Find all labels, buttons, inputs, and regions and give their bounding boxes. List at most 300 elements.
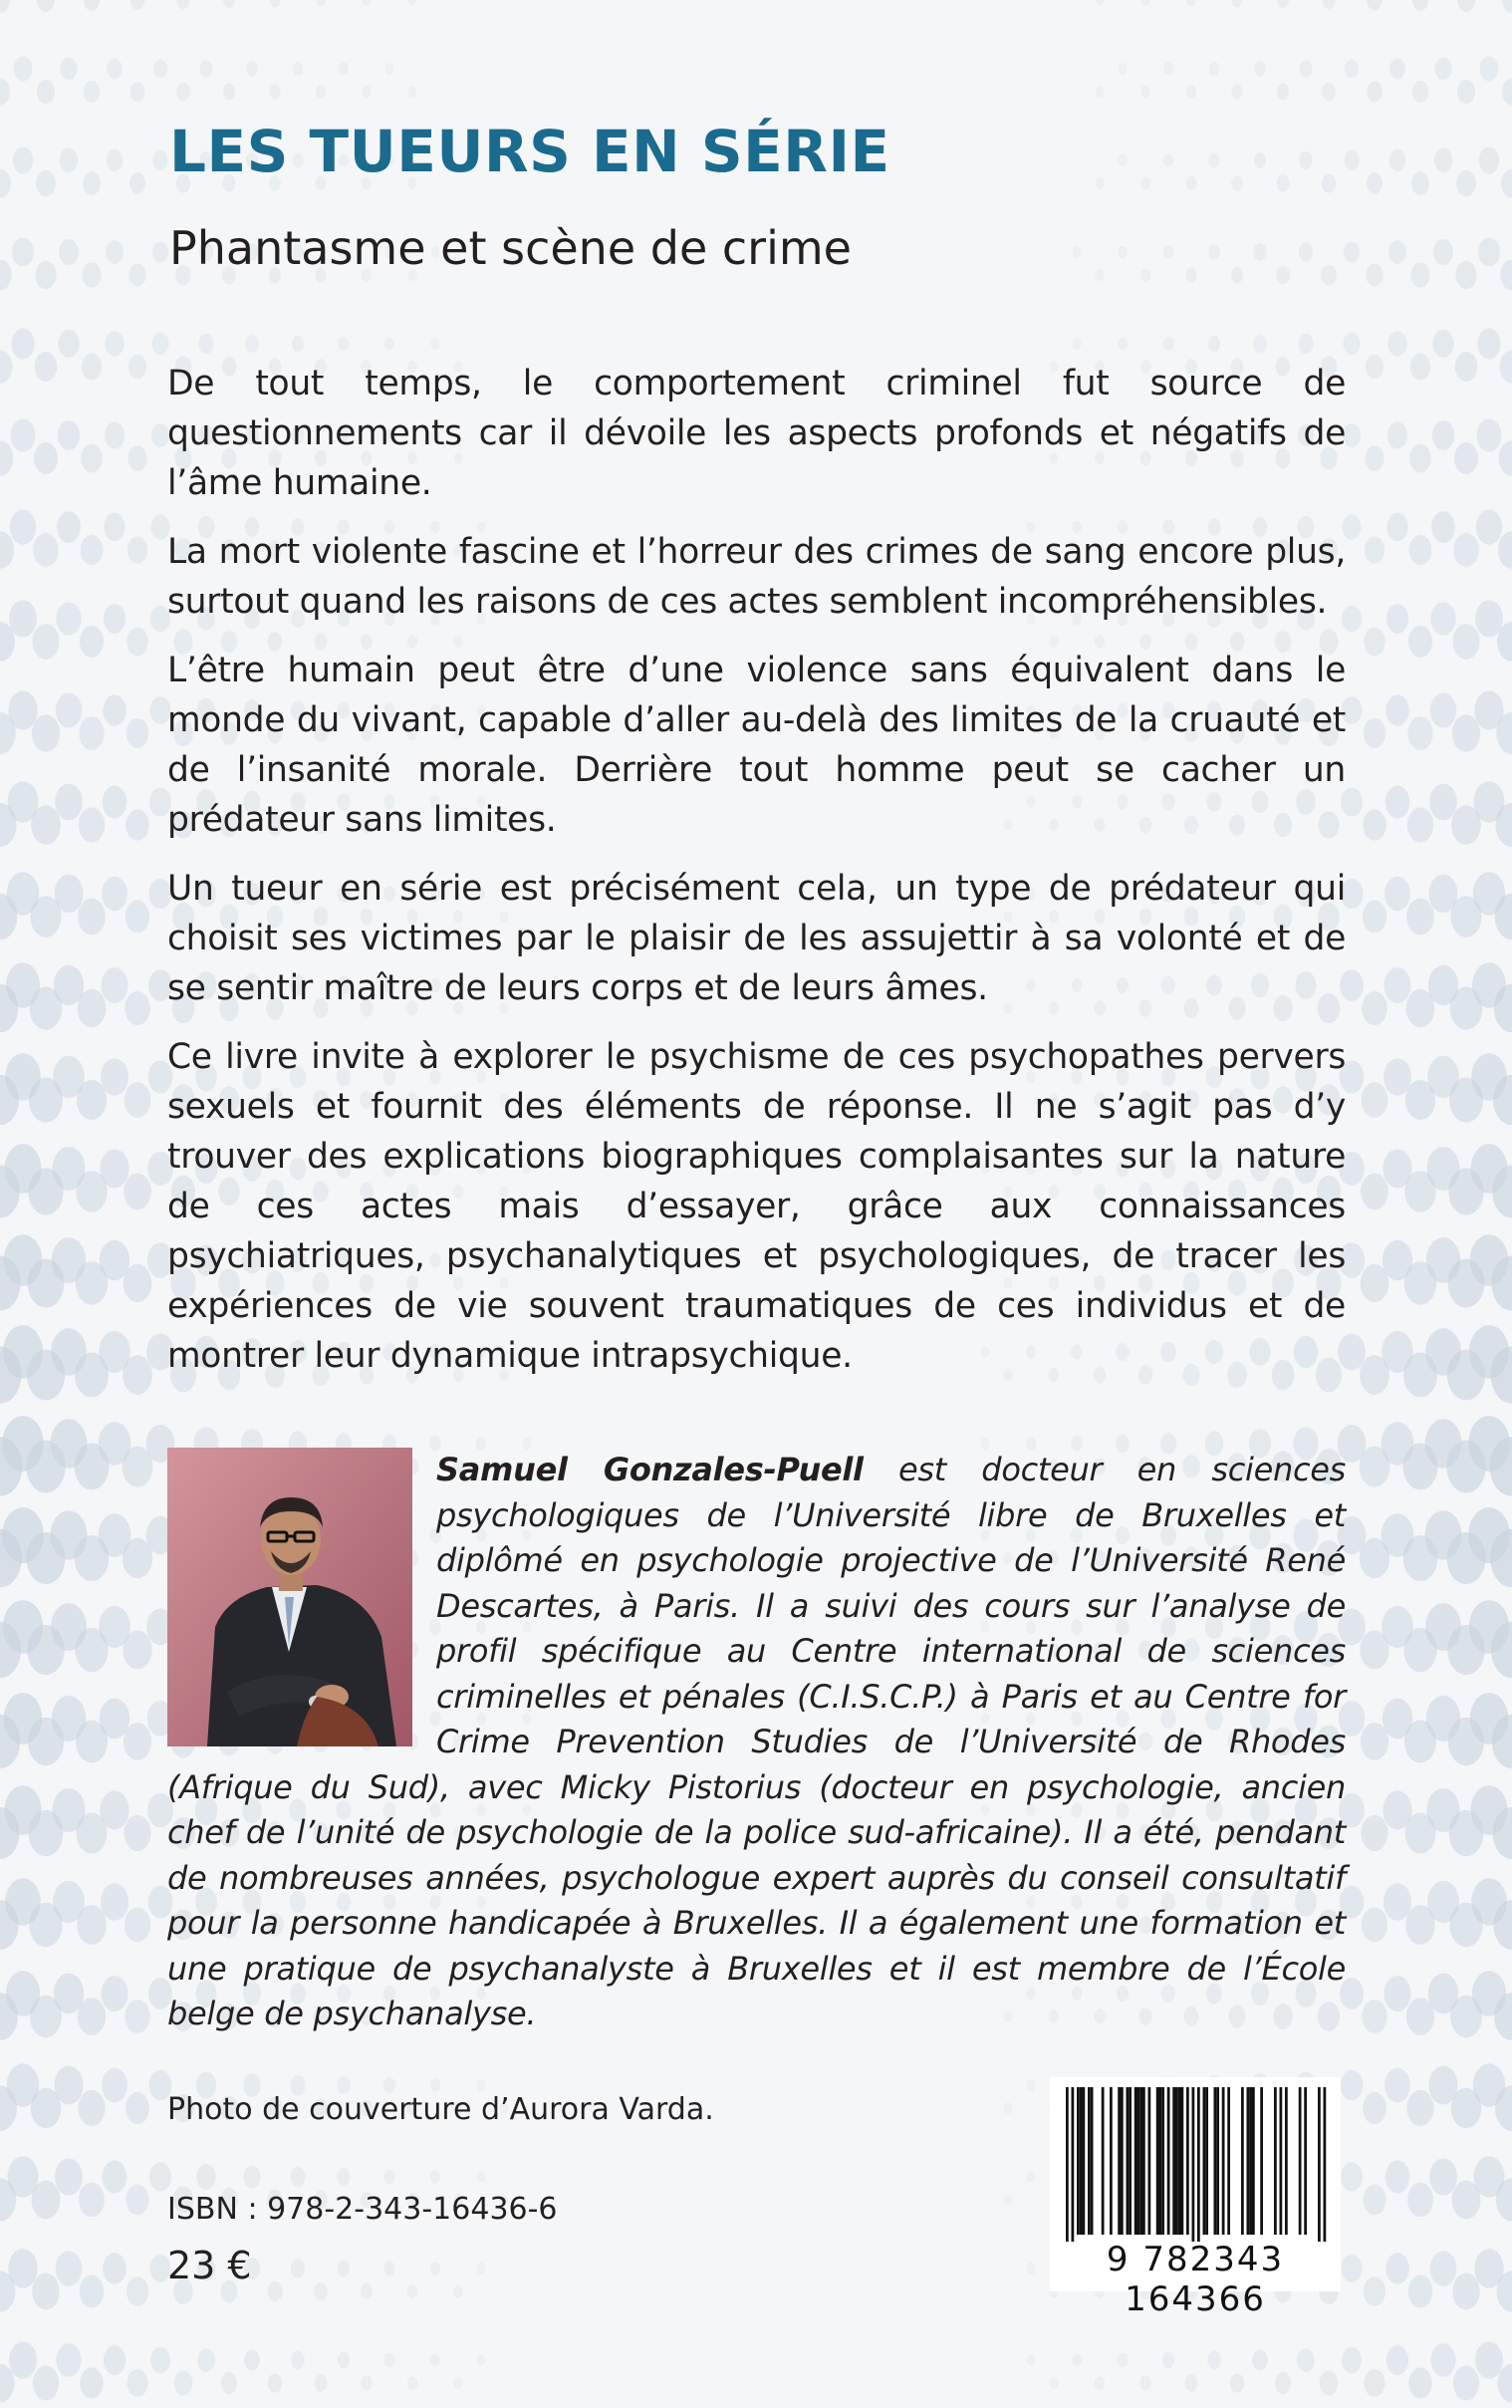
pattern-dot	[33, 2366, 59, 2401]
pattern-dot	[1405, 1812, 1436, 1853]
pattern-dot	[1502, 0, 1512, 13]
pattern-dot	[1118, 154, 1127, 166]
pattern-dot	[1252, 2350, 1268, 2371]
author-bio-section	[167, 1448, 1346, 2037]
pattern-dot	[101, 1058, 128, 1095]
pattern-dot	[1448, 1259, 1485, 1308]
pattern-dot	[1298, 334, 1313, 354]
pattern-dot	[1362, 991, 1387, 1025]
pattern-dot	[81, 444, 102, 473]
pattern-dot	[1367, 82, 1383, 103]
pattern-dot	[1386, 513, 1407, 541]
pattern-dot	[30, 896, 61, 936]
pattern-dot	[1406, 899, 1434, 936]
pattern-dot	[149, 2162, 171, 2191]
pattern-dot	[291, 2351, 305, 2369]
pattern-dot	[1360, 1446, 1390, 1486]
pattern-dot	[1163, 245, 1173, 259]
photo-credit: Photo de couverture d’Aurora Varda.	[167, 2092, 714, 2127]
pattern-dot	[1385, 877, 1410, 911]
pattern-dot	[1361, 1174, 1388, 1210]
pattern-dot	[1163, 153, 1173, 166]
pattern-dot	[29, 1077, 63, 1122]
pattern-dot	[32, 714, 60, 752]
pattern-dot	[1207, 2351, 1221, 2369]
barcode-bar	[1129, 2087, 1132, 2235]
pattern-dot	[1367, 172, 1383, 193]
pattern-dot	[1450, 986, 1482, 1029]
barcode-bar	[1118, 2087, 1121, 2235]
pattern-dot	[129, 172, 145, 193]
pattern-dot	[1499, 440, 1512, 475]
pattern-dot	[1450, 1996, 1482, 2037]
pattern-dot	[316, 85, 326, 99]
barcode-bar	[1080, 2087, 1083, 2235]
pattern-dot	[1361, 1815, 1387, 1851]
pattern-dot	[408, 86, 416, 97]
pattern-dot	[27, 1350, 65, 1401]
barcode-bar	[1186, 2087, 1189, 2235]
pattern-dot	[1186, 85, 1196, 99]
pattern-dot	[31, 2088, 61, 2129]
pattern-dot	[477, 2263, 486, 2274]
pattern-dot	[269, 85, 280, 100]
pattern-dot	[1385, 2068, 1410, 2102]
pattern-dot	[76, 1721, 108, 1763]
barcode-bar	[1318, 2087, 1321, 2242]
pattern-dot	[1072, 2354, 1082, 2367]
pattern-dot	[1364, 628, 1385, 656]
pattern-dot	[1453, 624, 1480, 660]
pattern-dot	[293, 62, 304, 76]
pattern-dot	[1386, 2253, 1409, 2283]
pattern-dot	[37, 80, 55, 104]
pattern-dot	[1449, 1077, 1483, 1122]
pattern-dot	[10, 509, 36, 544]
pattern-dot	[1163, 337, 1174, 352]
pattern-dot	[408, 0, 416, 6]
pattern-dot	[1254, 152, 1266, 168]
pattern-dot	[1389, 149, 1406, 171]
pattern-dot	[0, 440, 13, 475]
barcode-bar	[1227, 2087, 1230, 2235]
pattern-dot	[430, 2078, 440, 2092]
barcode-bar	[1192, 2087, 1195, 2242]
pattern-dot	[1366, 264, 1383, 287]
pattern-dot	[56, 2343, 81, 2376]
pattern-dot	[30, 1996, 62, 2037]
pattern-dot	[29, 1810, 64, 1856]
pattern-dot	[124, 1815, 150, 1851]
author-portrait-illustration	[167, 1448, 412, 1746]
pattern-dot	[1449, 1903, 1482, 1947]
pattern-dot	[1477, 418, 1502, 451]
pattern-dot	[107, 59, 123, 80]
pattern-dot	[246, 61, 258, 76]
pattern-dot	[26, 1441, 66, 1493]
pattern-dot	[1321, 265, 1336, 286]
pattern-dot	[1363, 2092, 1386, 2124]
pattern-dot	[1362, 1908, 1387, 1943]
pattern-dot	[1300, 60, 1313, 77]
blurb-paragraph: De tout temps, le comportement criminel fut source de questionnements car il dévoile les aspects profonds et négatifs de l’âme humaine.	[167, 364, 1346, 503]
pattern-dot	[103, 2253, 126, 2283]
pattern-dot	[1434, 58, 1451, 81]
pattern-dot	[1453, 2366, 1479, 2401]
pattern-dot	[1411, 171, 1429, 195]
pattern-dot	[58, 420, 80, 450]
pattern-dot	[1447, 1625, 1485, 1675]
pattern-dot	[1389, 59, 1405, 80]
pattern-dot	[267, 2281, 282, 2301]
pattern-dot	[0, 169, 11, 198]
pattern-dot	[130, 0, 145, 10]
pattern-dot	[1140, 268, 1150, 281]
pattern-dot	[337, 2168, 350, 2185]
pattern-dot	[11, 418, 36, 451]
pattern-dot	[1412, 81, 1429, 103]
pattern-dot	[82, 354, 102, 381]
pattern-dot	[77, 1812, 108, 1853]
pattern-dot	[104, 513, 125, 541]
barcode-bar	[1161, 2087, 1164, 2235]
pattern-dot	[1452, 714, 1480, 752]
pattern-dot	[1253, 335, 1267, 353]
pattern-dot	[430, 2262, 440, 2274]
pattern-dot	[82, 262, 101, 287]
pattern-dot	[1026, 2079, 1035, 2091]
pattern-dot	[1208, 244, 1220, 259]
pattern-dot	[1365, 536, 1385, 563]
pattern-dot	[1004, 2194, 1012, 2205]
pattern-dot	[1386, 2345, 1408, 2375]
pattern-dot	[102, 1976, 128, 2011]
pattern-dot	[1322, 173, 1337, 192]
pattern-dot	[33, 533, 58, 567]
pattern-dot	[102, 877, 127, 911]
barcode-bar	[1137, 2087, 1140, 2235]
barcode-bar	[1299, 2087, 1302, 2235]
pattern-dot	[1276, 266, 1290, 284]
pattern-dot	[385, 63, 394, 75]
pattern-dot	[268, 2373, 283, 2392]
pattern-dot	[292, 336, 304, 352]
pattern-dot	[1434, 148, 1452, 172]
pattern-dot	[152, 333, 169, 356]
pattern-dot	[1361, 1723, 1388, 1760]
pattern-dot	[454, 2377, 463, 2389]
pattern-dot	[103, 786, 127, 819]
pattern-dot	[1404, 1261, 1437, 1304]
pattern-dot	[1408, 2367, 1431, 2398]
pattern-dot	[1363, 901, 1386, 934]
pattern-dot	[384, 337, 394, 350]
pattern-dot	[291, 2259, 305, 2277]
pattern-dot	[1406, 2090, 1433, 2126]
barcode-bar	[1181, 2087, 1184, 2235]
barcode-bar	[1127, 2087, 1130, 2235]
pattern-dot	[269, 0, 280, 7]
pattern-dot	[1185, 268, 1196, 283]
pattern-dot	[430, 2354, 440, 2367]
pattern-dot	[1455, 261, 1476, 289]
pattern-dot	[1299, 242, 1313, 261]
pattern-dot	[1406, 1998, 1434, 2035]
pattern-dot	[1479, 146, 1499, 173]
pattern-dot	[1433, 239, 1453, 265]
pattern-dot	[407, 2284, 417, 2298]
pattern-dot	[1409, 444, 1430, 473]
pattern-dot	[453, 2285, 462, 2297]
pattern-dot	[123, 1538, 152, 1578]
pattern-dot	[60, 58, 77, 81]
pattern-dot	[35, 352, 58, 382]
pattern-dot	[126, 628, 147, 656]
pattern-dot	[1447, 1350, 1485, 1401]
barcode-bar	[1274, 2087, 1277, 2235]
pattern-dot	[221, 2372, 237, 2394]
pattern-dot	[338, 2261, 351, 2277]
barcode-bar	[1197, 2087, 1200, 2242]
barcode-bar	[1214, 2087, 1217, 2235]
pattern-dot	[315, 2374, 328, 2391]
pattern-dot	[339, 63, 349, 76]
pattern-dot	[244, 2166, 261, 2189]
pattern-dot	[1407, 2183, 1433, 2217]
pattern-dot	[1385, 967, 1411, 1003]
pattern-dot	[14, 56, 33, 81]
pattern-dot	[75, 1535, 109, 1581]
barcode-bar	[1324, 2087, 1327, 2242]
pattern-dot	[244, 2350, 260, 2371]
pattern-dot	[1322, 0, 1335, 9]
pattern-dot	[78, 899, 106, 936]
pattern-dot	[362, 86, 371, 98]
pattern-dot	[1456, 170, 1476, 196]
pattern-dot	[176, 83, 190, 101]
pattern-dot	[1361, 1264, 1389, 1302]
blurb-paragraph: Ce livre invite à explorer le psychisme de ces psychopathes pervers sexuels et fournit des éléments de réponse. Il ne s’agit pas d’y trouver des explications biographiques complaisantes sur la nature de ces actes mais d’essayer, grâce aux connaissances psychiatriques, psychanalytiques et psychologiques, de tracer les expériences de vie souvent traumatiques de ces individus et de montrer leur dynamique intrapsychique.	[167, 1037, 1346, 1376]
barcode-bar	[1260, 2087, 1263, 2235]
pattern-dot	[1404, 1171, 1435, 1212]
pattern-dot	[76, 1261, 109, 1304]
pattern-dot	[123, 1630, 151, 1669]
pattern-dot	[1344, 241, 1360, 262]
pattern-dot	[27, 1625, 65, 1675]
barcode-bar	[1172, 2087, 1175, 2235]
pattern-dot	[102, 967, 128, 1003]
pattern-dot	[1384, 1883, 1411, 1920]
pattern-dot	[383, 2077, 395, 2093]
pattern-dot	[1185, 2374, 1198, 2391]
pattern-dot	[81, 535, 104, 565]
pattern-dot	[126, 718, 148, 748]
pattern-dot	[1299, 151, 1313, 169]
pattern-dot	[127, 445, 146, 471]
pattern-dot	[338, 2352, 350, 2368]
pattern-dot	[1480, 56, 1499, 81]
pattern-dot	[1475, 600, 1503, 637]
pattern-dot	[1403, 1352, 1437, 1397]
barcode-bar	[1247, 2087, 1250, 2235]
pattern-dot	[1096, 177, 1105, 189]
pattern-dot	[79, 807, 105, 842]
price: 23 €	[167, 2244, 252, 2287]
barcode-bar	[1280, 2087, 1283, 2235]
pattern-dot	[1455, 352, 1478, 382]
barcode-bar	[1110, 2087, 1113, 2235]
pattern-dot	[126, 2092, 149, 2124]
pattern-dot	[80, 626, 104, 658]
pattern-dot	[125, 1908, 150, 1943]
barcode-bar	[1134, 2087, 1137, 2235]
pattern-dot	[127, 536, 147, 563]
pattern-dot	[124, 1174, 151, 1210]
pattern-dot	[339, 337, 350, 352]
barcode-bar	[1121, 2087, 1124, 2235]
pattern-dot	[1448, 1168, 1483, 1214]
pattern-dot	[1342, 2255, 1363, 2282]
pattern-dot	[1027, 2171, 1036, 2183]
barcode-bar	[1091, 2087, 1094, 2235]
pattern-dot	[124, 1723, 151, 1760]
barcode-bar	[1175, 2087, 1178, 2235]
pattern-dot	[383, 2169, 394, 2184]
author-name: Samuel Gonzales-Puell	[436, 1451, 864, 1488]
barcode-bar	[1148, 2087, 1151, 2235]
barcode-bar	[1159, 2087, 1162, 2235]
pattern-dot	[1410, 354, 1430, 381]
barcode-bar	[1077, 2087, 1080, 2235]
pattern-dot	[0, 350, 12, 383]
pattern-dot	[1360, 1538, 1389, 1578]
pattern-dot	[476, 2079, 485, 2091]
pattern-dot	[78, 989, 107, 1027]
isbn: ISBN : 978-2-343-16436-6	[167, 2192, 558, 2227]
pattern-dot	[126, 809, 148, 840]
pattern-dot	[77, 1080, 107, 1120]
pattern-dot	[80, 2367, 103, 2398]
pattern-dot	[56, 2251, 82, 2285]
pattern-dot	[477, 2171, 486, 2183]
pattern-dot	[407, 2376, 417, 2389]
pattern-dot	[129, 82, 144, 102]
pattern-dot	[1475, 2341, 1503, 2378]
pattern-dot	[31, 2181, 60, 2220]
pattern-dot	[1406, 989, 1435, 1027]
pattern-dot	[125, 2000, 149, 2032]
barcode-bars	[1050, 2077, 1341, 2242]
barcode-bar	[1178, 2087, 1181, 2235]
pattern-dot	[1360, 1630, 1388, 1669]
pattern-dot	[1432, 330, 1453, 358]
pattern-dot	[57, 511, 81, 543]
pattern-dot	[0, 0, 10, 13]
pattern-dot	[1388, 240, 1406, 264]
pattern-dot	[75, 1444, 110, 1490]
pattern-dot	[198, 334, 213, 354]
pattern-dot	[1320, 2371, 1339, 2396]
pattern-dot	[1118, 337, 1128, 350]
pattern-dot	[1386, 786, 1410, 819]
author-photo	[167, 1448, 412, 1746]
barcode-bar	[1285, 2087, 1288, 2235]
pattern-dot	[1186, 0, 1196, 7]
pattern-dot	[176, 0, 189, 9]
pattern-dot	[101, 1883, 128, 1920]
pattern-dot	[1431, 511, 1455, 543]
pattern-dot	[1477, 328, 1500, 359]
pattern-dot	[35, 261, 56, 289]
barcode-bar	[1167, 2087, 1170, 2235]
pattern-dot	[1501, 169, 1512, 198]
back-cover-blurb	[167, 359, 1346, 1400]
pattern-dot	[245, 335, 259, 353]
pattern-dot	[1476, 509, 1502, 544]
pattern-dot	[28, 1259, 65, 1308]
pattern-dot	[1118, 2353, 1129, 2367]
pattern-dot	[223, 84, 235, 100]
pattern-dot	[1367, 0, 1383, 11]
barcode-bar	[1216, 2087, 1219, 2235]
pattern-dot	[1450, 896, 1481, 936]
pattern-dot	[1004, 2102, 1013, 2113]
pattern-dot	[384, 2353, 395, 2367]
pattern-dot	[383, 2262, 394, 2276]
pattern-dot	[1276, 174, 1289, 191]
pattern-dot	[1362, 2000, 1386, 2032]
pattern-dot	[1388, 331, 1407, 356]
pattern-dot	[56, 692, 82, 727]
pattern-dot	[76, 1171, 107, 1212]
pattern-dot	[1231, 175, 1243, 191]
pattern-dot	[1362, 1082, 1388, 1117]
barcode-bar	[1241, 2087, 1244, 2235]
pattern-dot	[1386, 604, 1408, 634]
pattern-dot	[84, 81, 101, 103]
pattern-dot	[9, 2341, 37, 2378]
barcode-bar	[1222, 2087, 1225, 2235]
pattern-dot	[60, 148, 78, 172]
pattern-dot	[1410, 262, 1429, 287]
pattern-dot	[1297, 2348, 1315, 2372]
pattern-dot	[1050, 2377, 1059, 2389]
pattern-dot	[1430, 2251, 1456, 2285]
pattern-dot	[431, 338, 440, 350]
pattern-dot	[1407, 807, 1433, 842]
pattern-dot	[1453, 533, 1478, 567]
pattern-dot	[11, 328, 34, 359]
pattern-dot	[1403, 1444, 1438, 1490]
pattern-dot	[1449, 1810, 1484, 1856]
pattern-dot	[1341, 2070, 1364, 2100]
pattern-dot	[80, 2275, 105, 2308]
pattern-dot	[1452, 2274, 1480, 2310]
pattern-dot	[36, 170, 56, 196]
pattern-dot	[1163, 63, 1173, 76]
pattern-dot	[1431, 602, 1456, 635]
barcode-bar	[1205, 2087, 1208, 2235]
author-bio-body: est docteur en sciences psychologiques de l’Université libre de Bruxelles et diplômé en psychologie projective de l’Université René Descartes, à Paris. Il a suivi des cours sur l’analyse de profil spécifique au Centre international de sciences criminelles et pénales (C.I.S.C.P.) à Paris et au Centre for Crime Prevention Studies de l’Université de Rhodes (Afrique du Sud), avec Micky Pistorius (docteur en psychologie, ancien chef de l’unité de psychologie de la police sud-africaine). Il a été, pendant de nombreuses années, psychologue expert auprès du conseil consultatif pour la personne handicapée à Bruxelles. Il a également une formation et une pratique de psychanalyste à Bruxelles et il est membre de l’École belge de psychanalyse.	[167, 1451, 1347, 2032]
pattern-dot	[0, 259, 12, 290]
barcode-bar	[1203, 2087, 1206, 2235]
pattern-dot	[103, 2161, 127, 2194]
pattern-dot	[1096, 0, 1104, 6]
pattern-dot	[1430, 2343, 1455, 2376]
pattern-dot	[79, 716, 104, 750]
pattern-dot	[1412, 0, 1428, 11]
pattern-dot	[104, 604, 126, 634]
